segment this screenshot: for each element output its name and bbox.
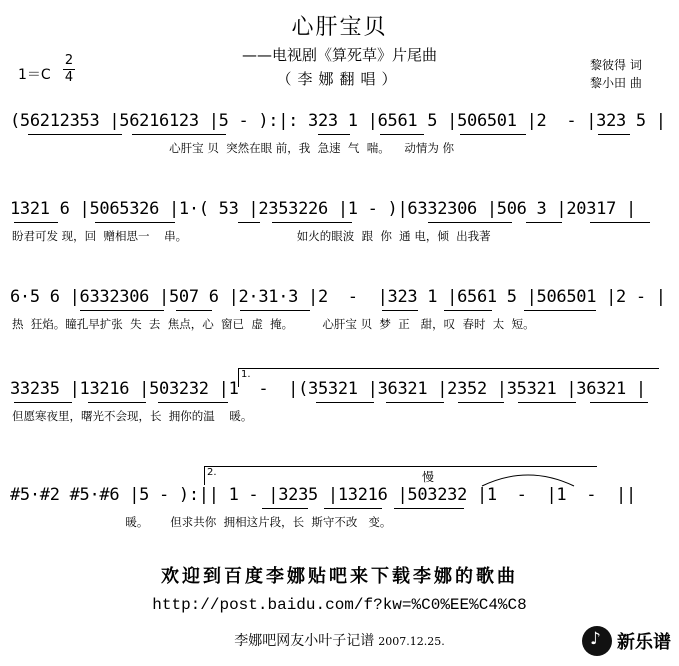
score-row-5 [0, 467, 679, 554]
row-3-notation: 6·5 6 |6332306 |507 6 |2·31·3 |2 - |323 1 |6561 5 |506501 |2 - | [10, 287, 666, 307]
beam-line [598, 134, 630, 135]
score-row-4 [0, 369, 679, 448]
beam-line [386, 402, 444, 403]
download-banner: 欢迎到百度李娜贴吧来下载李娜的歌曲 [161, 566, 518, 587]
beam-line [28, 134, 122, 135]
time-signature-top: 2 [64, 53, 74, 68]
time-signature-bottom: 4 [64, 70, 74, 85]
beam-line [518, 402, 576, 403]
beam-line [95, 222, 175, 223]
beam-line [394, 508, 464, 509]
beam-line [158, 402, 228, 403]
beam-line [590, 402, 648, 403]
tempo-mark-slow: 慢 [422, 470, 435, 484]
beam-line [262, 508, 308, 509]
row-4-lyrics: 但愿寒夜里，曙光不会现，长 拥你的温 暖。 [12, 409, 253, 423]
score-row-2 [0, 198, 679, 268]
time-signature [63, 54, 75, 85]
beam-line [240, 310, 310, 311]
row-2-notation: 1321 6 |5065326 |1·( 53 |2353226 |1 - )|6332306 |506 3 |20317 | [10, 199, 636, 219]
beam-line [14, 402, 72, 403]
transcriber-name: 李娜吧网友小叶子记谱 [234, 633, 375, 649]
music-disc-icon [582, 626, 612, 656]
transcription-date: 2007.12.25. [378, 635, 445, 648]
beam-line [80, 310, 164, 311]
lyricist-credit: 黎彼得 词 [590, 58, 642, 72]
beam-line [14, 222, 58, 223]
site-logo-text: 新乐谱 [617, 632, 671, 653]
beam-line [444, 310, 492, 311]
beam-line [460, 134, 526, 135]
tie-arc [478, 468, 578, 488]
song-subtitle: ——电视剧《算死草》片尾曲 [241, 46, 437, 64]
singer-credit: （李娜翻唱） [276, 70, 403, 88]
second-ending-label: 2. [207, 467, 217, 478]
source-url[interactable]: http://post.baidu.com/f?kw=%C0%EE%C4%C8 [152, 596, 527, 614]
score-row-1 [0, 110, 679, 180]
row-3-lyrics: 热 狂焰。瞳孔早扩张 失 去 焦点，心 窗已 虚 掩。 心肝宝 贝 梦 正 甜，叹 春时 太 短。 [12, 317, 535, 331]
beam-line [428, 222, 512, 223]
row-1-lyrics: 心肝宝 贝 突然在眼 前，我 急速 气 喘。 动情为 你 [12, 141, 455, 155]
row-5-notation: #5·#2 #5·#6 |5 - ):|| 1 - |3235 |13216 |503232 |1 - |1 - || [10, 485, 636, 505]
site-logo[interactable] [582, 626, 671, 656]
composer-credit: 黎小田 曲 [590, 76, 642, 90]
beam-line [380, 134, 424, 135]
beam-line [526, 222, 562, 223]
song-title: 心肝宝贝 [291, 15, 388, 40]
key-signature: 1＝C [18, 67, 51, 83]
beam-line [382, 310, 418, 311]
beam-line [176, 310, 212, 311]
beam-line [324, 508, 382, 509]
score-row-3 [0, 286, 679, 356]
beam-line [458, 402, 504, 403]
beam-line [318, 134, 350, 135]
row-2-lyrics: 盼君可发 现，回 赠相思一 串。 如火的眼波 跟 你 通 电，倾 出我著 [12, 229, 491, 243]
row-5-lyrics: 暖。 但求共你 拥相这片段，长 斯守不改 变。 [12, 515, 392, 529]
beam-line [132, 134, 226, 135]
beam-line [238, 222, 260, 223]
first-ending-bracket [238, 368, 659, 387]
beam-line [272, 222, 352, 223]
first-ending-label: 1. [241, 369, 251, 380]
transcriber-credit [0, 630, 679, 650]
beam-line [590, 222, 650, 223]
row-1-notation: (56212353 |56216123 |5 - ):|: 323 1 |6561 5 |506501 |2 - |323 5 | [10, 111, 666, 131]
row-4-notation: 33235 |13216 |503232 |1 - |(35321 |36321 |2352 |35321 |36321 | [10, 379, 646, 399]
beam-line [316, 402, 374, 403]
beam-line [88, 402, 146, 403]
beam-line [524, 310, 596, 311]
